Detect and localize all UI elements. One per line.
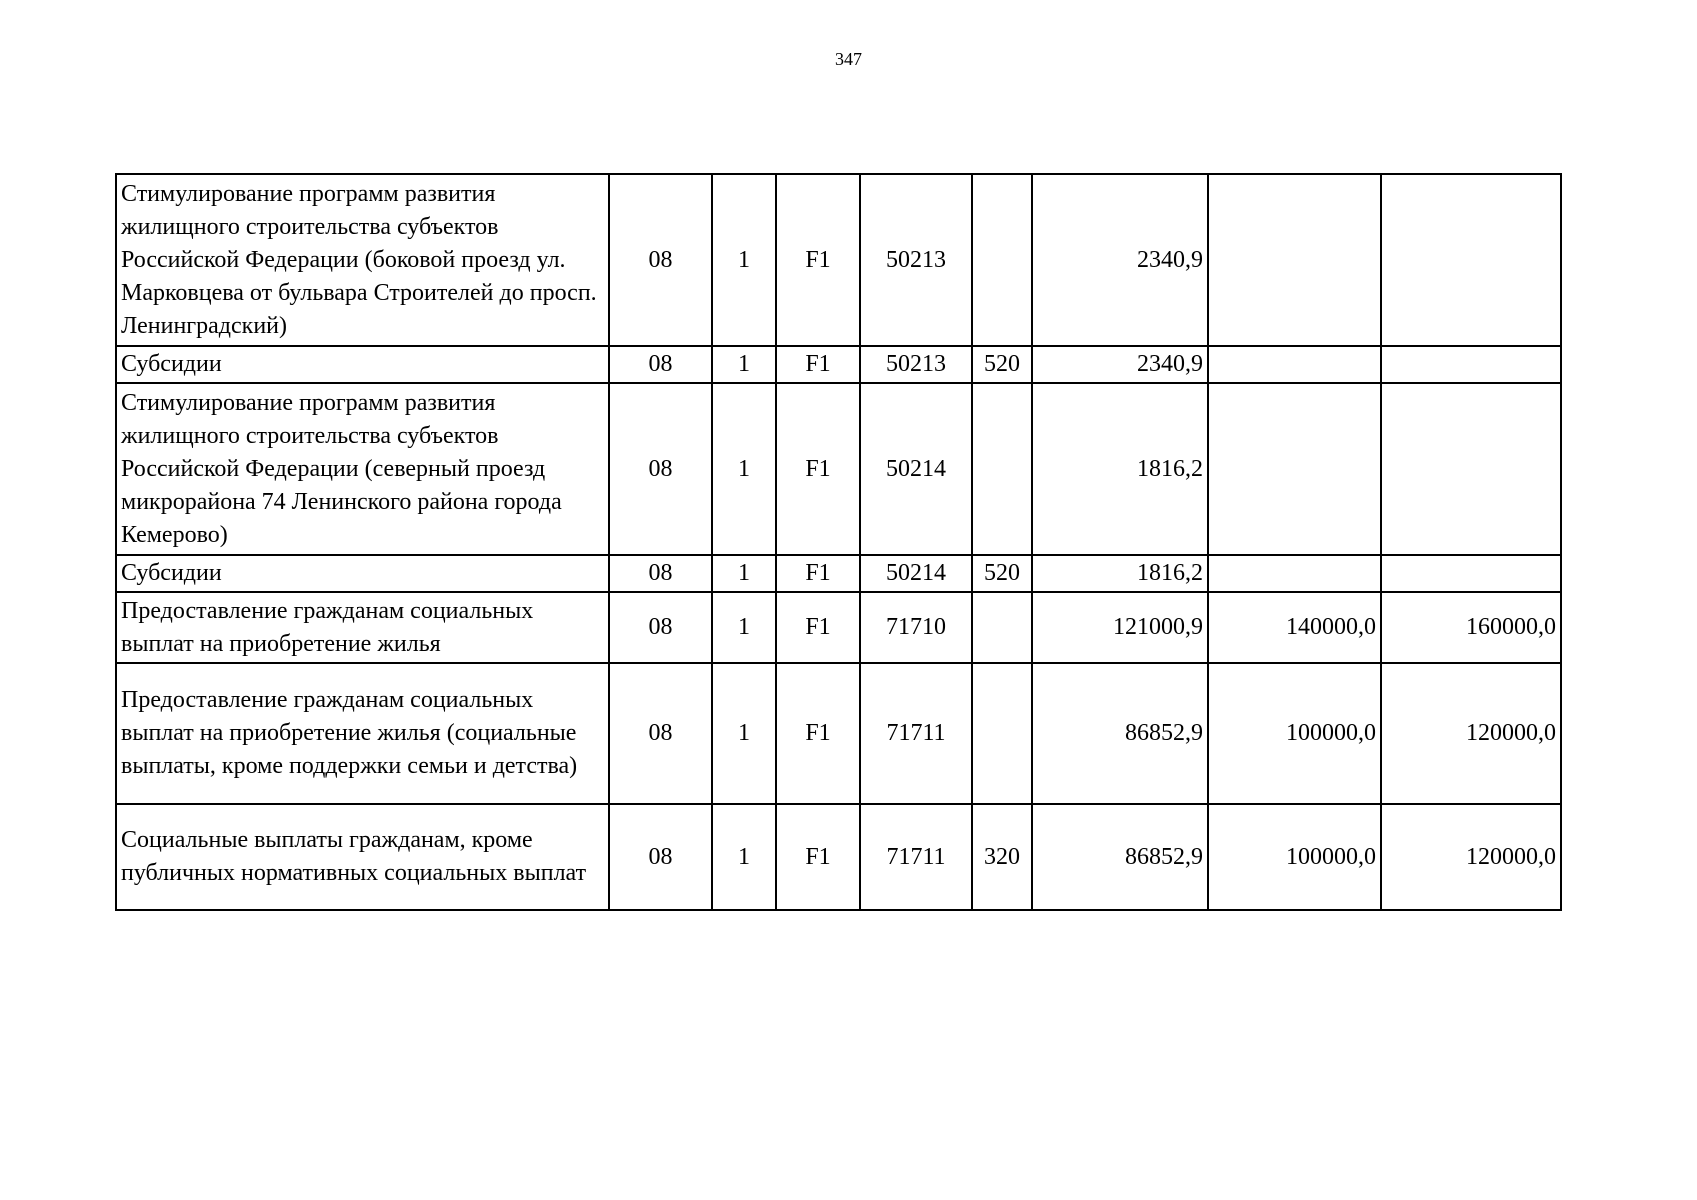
- expense-type-code: 520: [972, 346, 1032, 383]
- sum-year-2: [1208, 555, 1381, 592]
- direction-code: 50213: [860, 174, 972, 346]
- expense-type-code: [972, 174, 1032, 346]
- table-row: [116, 663, 1561, 804]
- program-code: F1: [776, 174, 860, 346]
- section-code: 08: [609, 174, 712, 346]
- sum-year-1: 2340,9: [1032, 346, 1208, 383]
- subsection-code: 1: [712, 383, 776, 555]
- budget-table: [115, 173, 1562, 911]
- row-name: Субсидии: [116, 555, 609, 592]
- sum-year-2: 100000,0: [1208, 804, 1381, 910]
- subsection-code: 1: [712, 174, 776, 346]
- section-code: 08: [609, 663, 712, 804]
- sum-year-3: [1381, 174, 1561, 346]
- program-code: F1: [776, 555, 860, 592]
- direction-code: 50213: [860, 346, 972, 383]
- table-row: [116, 383, 1561, 555]
- table-row: [116, 592, 1561, 663]
- section-code: 08: [609, 555, 712, 592]
- program-code: F1: [776, 804, 860, 910]
- sum-year-3: [1381, 383, 1561, 555]
- expense-type-code: [972, 663, 1032, 804]
- program-code: F1: [776, 346, 860, 383]
- direction-code: 50214: [860, 555, 972, 592]
- sum-year-2: [1208, 174, 1381, 346]
- section-code: 08: [609, 592, 712, 663]
- direction-code: 50214: [860, 383, 972, 555]
- subsection-code: 1: [712, 346, 776, 383]
- sum-year-1: 86852,9: [1032, 663, 1208, 804]
- sum-year-2: 140000,0: [1208, 592, 1381, 663]
- section-code: 08: [609, 804, 712, 910]
- section-code: 08: [609, 346, 712, 383]
- section-code: 08: [609, 383, 712, 555]
- direction-code: 71711: [860, 804, 972, 910]
- expense-type-code: [972, 592, 1032, 663]
- sum-year-1: 1816,2: [1032, 383, 1208, 555]
- subsection-code: 1: [712, 555, 776, 592]
- sum-year-3: 120000,0: [1381, 663, 1561, 804]
- sum-year-3: 120000,0: [1381, 804, 1561, 910]
- program-code: F1: [776, 592, 860, 663]
- sum-year-3: 160000,0: [1381, 592, 1561, 663]
- row-name: Субсидии: [116, 346, 609, 383]
- sum-year-1: 1816,2: [1032, 555, 1208, 592]
- row-name: Предоставление гражданам социальных выплат на приобретение жилья (социальные выплаты, кроме поддержки семьи и детства): [116, 663, 609, 804]
- subsection-code: 1: [712, 804, 776, 910]
- sum-year-3: [1381, 555, 1561, 592]
- expense-type-code: 520: [972, 555, 1032, 592]
- table-row: [116, 804, 1561, 910]
- sum-year-2: [1208, 383, 1381, 555]
- direction-code: 71711: [860, 663, 972, 804]
- sum-year-3: [1381, 346, 1561, 383]
- sum-year-1: 121000,9: [1032, 592, 1208, 663]
- sum-year-1: 2340,9: [1032, 174, 1208, 346]
- subsection-code: 1: [712, 663, 776, 804]
- subsection-code: 1: [712, 592, 776, 663]
- sum-year-2: [1208, 346, 1381, 383]
- table-row: [116, 555, 1561, 592]
- sum-year-2: 100000,0: [1208, 663, 1381, 804]
- row-name: Стимулирование программ развития жилищного строительства субъектов Российской Федерации (северный проезд микрорайона 74 Ленинского района города Кемерово): [116, 383, 609, 555]
- program-code: F1: [776, 663, 860, 804]
- expense-type-code: 320: [972, 804, 1032, 910]
- program-code: F1: [776, 383, 860, 555]
- sum-year-1: 86852,9: [1032, 804, 1208, 910]
- expense-type-code: [972, 383, 1032, 555]
- table-row: [116, 174, 1561, 346]
- table-row: [116, 346, 1561, 383]
- row-name: Предоставление гражданам социальных выплат на приобретение жилья: [116, 592, 609, 663]
- direction-code: 71710: [860, 592, 972, 663]
- row-name: Социальные выплаты гражданам, кроме публичных нормативных социальных выплат: [116, 804, 609, 910]
- row-name: Стимулирование программ развития жилищного строительства субъектов Российской Федерации (боковой проезд ул. Марковцева от бульвара Строителей до просп. Ленинградский): [116, 174, 609, 346]
- page-number: 347: [835, 49, 862, 69]
